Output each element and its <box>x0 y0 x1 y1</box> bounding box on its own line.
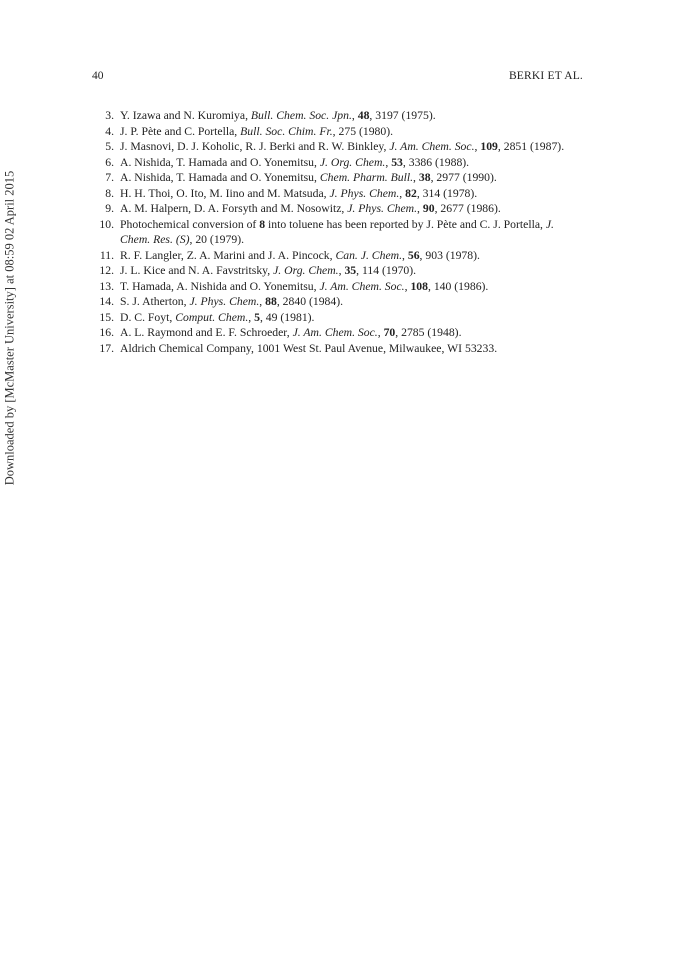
reference-text <box>120 171 497 184</box>
reference-segment: , <box>404 279 411 293</box>
volume-number: 70 <box>383 326 396 339</box>
reference-segment: J. P. Pète and C. Portella, <box>120 124 241 138</box>
journal-title: J. Am. Chem. Soc. <box>389 140 475 153</box>
reference-segment: , <box>351 109 358 122</box>
reference-item <box>92 139 584 155</box>
reference-segment: J. L. Kice and N. A. Favstritsky, <box>120 264 274 277</box>
reference-segment: , 114 (1970). <box>356 264 417 277</box>
page-header <box>92 70 583 88</box>
journal-title: J. Am. Chem. Soc. <box>292 326 378 339</box>
reference-segment: , 140 (1986). <box>427 279 489 293</box>
reference-text <box>120 326 462 339</box>
journal-title: Can. J. Chem. <box>335 248 402 262</box>
journal-title: Comput. Chem. <box>175 310 249 324</box>
download-watermark-text: Downloaded by [McMaster University] at 08:59 02 April 2015 <box>2 170 17 486</box>
reference-segment: Photochemical conversion of <box>120 217 260 231</box>
reference-number: 13. <box>99 279 114 293</box>
journal-title: Bull. Soc. Chim. Fr. <box>240 124 333 138</box>
reference-item <box>92 325 584 341</box>
reference-number: 3. <box>105 109 114 122</box>
reference-item <box>92 155 584 171</box>
reference-number: 10. <box>99 217 114 231</box>
journal-title: J. Phys. Chem. <box>347 202 418 215</box>
reference-segment: , 3197 (1975). <box>369 109 436 122</box>
reference-number: 15. <box>99 310 114 324</box>
reference-segment: , 2840 (1984). <box>276 295 344 308</box>
page-number: 40 <box>92 70 104 82</box>
volume-number: 90 <box>422 202 435 215</box>
volume-number: 53 <box>391 155 403 169</box>
reference-segment: , 49 (1981). <box>259 310 315 324</box>
reference-item <box>92 294 584 310</box>
reference-text <box>120 109 436 122</box>
reference-text <box>120 202 501 215</box>
reference-segment: Aldrich Chemical Company, 1001 West St. Paul Avenue, Milwaukee, WI 53233. <box>120 341 498 355</box>
reference-item <box>92 217 584 248</box>
reference-number: 4. <box>105 124 114 138</box>
reference-segment: , 275 (1980). <box>332 124 394 138</box>
reference-number: 11. <box>99 248 114 262</box>
journal-title: J. Chem. Res. (S) <box>120 217 554 246</box>
reference-text <box>120 125 393 138</box>
reference-item <box>92 248 584 264</box>
reference-item <box>92 201 584 217</box>
reference-segment: , <box>377 326 384 339</box>
reference-number: 7. <box>105 171 114 184</box>
reference-segment: Y. Izawa and N. Kuromiya, <box>120 109 251 122</box>
journal-title: J. Org. Chem. <box>319 155 386 169</box>
journal-title: J. Org. Chem. <box>273 264 339 277</box>
reference-segment: into toluene has been reported by J. Pète and C. J. Portella, <box>265 217 546 231</box>
volume-number: 35 <box>344 264 357 277</box>
reference-text <box>120 295 343 308</box>
journal-title: J. Phys. Chem. <box>329 186 400 200</box>
reference-segment: S. J. Atherton, <box>120 295 190 308</box>
running-head: BERKI ET AL. <box>508 70 583 82</box>
volume-number: 56 <box>407 248 420 262</box>
reference-item <box>92 170 584 186</box>
reference-text <box>120 264 416 277</box>
reference-number: 6. <box>105 155 114 169</box>
reference-item <box>92 310 584 326</box>
reference-item <box>92 279 584 295</box>
reference-segment: , <box>402 248 408 262</box>
reference-item <box>92 186 584 202</box>
reference-text <box>120 342 497 355</box>
reference-text <box>120 140 564 153</box>
reference-item <box>92 124 584 140</box>
reference-segment: D. C. Foyt, <box>120 310 176 324</box>
reference-list <box>92 108 584 356</box>
volume-number: 8 <box>259 217 266 231</box>
reference-segment: , <box>248 310 255 324</box>
reference-text <box>120 280 488 293</box>
reference-number: 16. <box>99 326 114 339</box>
reference-segment: , <box>413 171 419 184</box>
reference-item <box>92 341 584 357</box>
journal-title: Bull. Chem. Soc. Jpn. <box>250 109 352 122</box>
reference-segment: , 2977 (1990). <box>430 171 497 184</box>
reference-text <box>120 311 314 324</box>
reference-text <box>120 156 469 169</box>
reference-segment: , 3386 (1988). <box>402 155 470 169</box>
reference-text <box>120 187 477 200</box>
reference-text <box>120 249 480 262</box>
journal-title: J. Am. Chem. Soc. <box>319 279 405 293</box>
reference-number: 14. <box>99 295 114 308</box>
reference-number: 8. <box>105 186 114 200</box>
reference-number: 5. <box>105 140 114 153</box>
reference-segment: A. M. Halpern, D. A. Forsyth and M. Nosowitz, <box>120 202 348 215</box>
volume-number: 82 <box>405 186 417 200</box>
volume-number: 88 <box>265 295 277 308</box>
reference-segment: A. Nishida, T. Hamada and O. Yonemitsu, <box>120 155 320 169</box>
reference-number: 12. <box>99 264 114 277</box>
volume-number: 48 <box>357 109 370 122</box>
reference-segment: , <box>399 186 406 200</box>
reference-segment: A. Nishida, T. Hamada and O. Yonemitsu, <box>120 171 320 184</box>
reference-segment: , <box>338 264 345 277</box>
reference-segment: , <box>474 140 481 153</box>
reference-segment: , 314 (1978). <box>416 186 478 200</box>
reference-segment: , <box>385 155 392 169</box>
reference-segment: , 20 (1979). <box>189 233 245 246</box>
reference-segment: J. Masnovi, D. J. Koholic, R. J. Berki and R. W. Binkley, <box>120 140 390 153</box>
reference-segment: , 903 (1978). <box>419 248 480 262</box>
reference-segment: , <box>417 202 423 215</box>
reference-segment: T. Hamada, A. Nishida and O. Yonemitsu, <box>120 279 320 293</box>
volume-number: 38 <box>418 171 431 184</box>
reference-segment: , 2785 (1948). <box>395 326 462 339</box>
volume-number: 108 <box>410 279 428 293</box>
journal-title: Chem. Pharm. Bull. <box>319 171 414 184</box>
reference-segment: R. F. Langler, Z. A. Marini and J. A. Pincock, <box>120 248 336 262</box>
reference-segment: H. H. Thoi, O. Ito, M. Iino and M. Matsuda, <box>120 186 330 200</box>
reference-item <box>92 263 584 279</box>
reference-number: 9. <box>105 202 114 215</box>
reference-segment: , 2677 (1986). <box>434 202 501 215</box>
reference-segment: , <box>259 295 266 308</box>
reference-segment: A. L. Raymond and E. F. Schroeder, <box>120 326 293 339</box>
volume-number: 5 <box>254 310 260 324</box>
reference-number: 17. <box>99 341 114 355</box>
reference-text <box>120 218 554 247</box>
volume-number: 109 <box>480 140 498 153</box>
reference-segment: , 2851 (1987). <box>497 140 565 153</box>
journal-title: J. Phys. Chem. <box>189 295 260 308</box>
reference-item <box>92 108 584 124</box>
